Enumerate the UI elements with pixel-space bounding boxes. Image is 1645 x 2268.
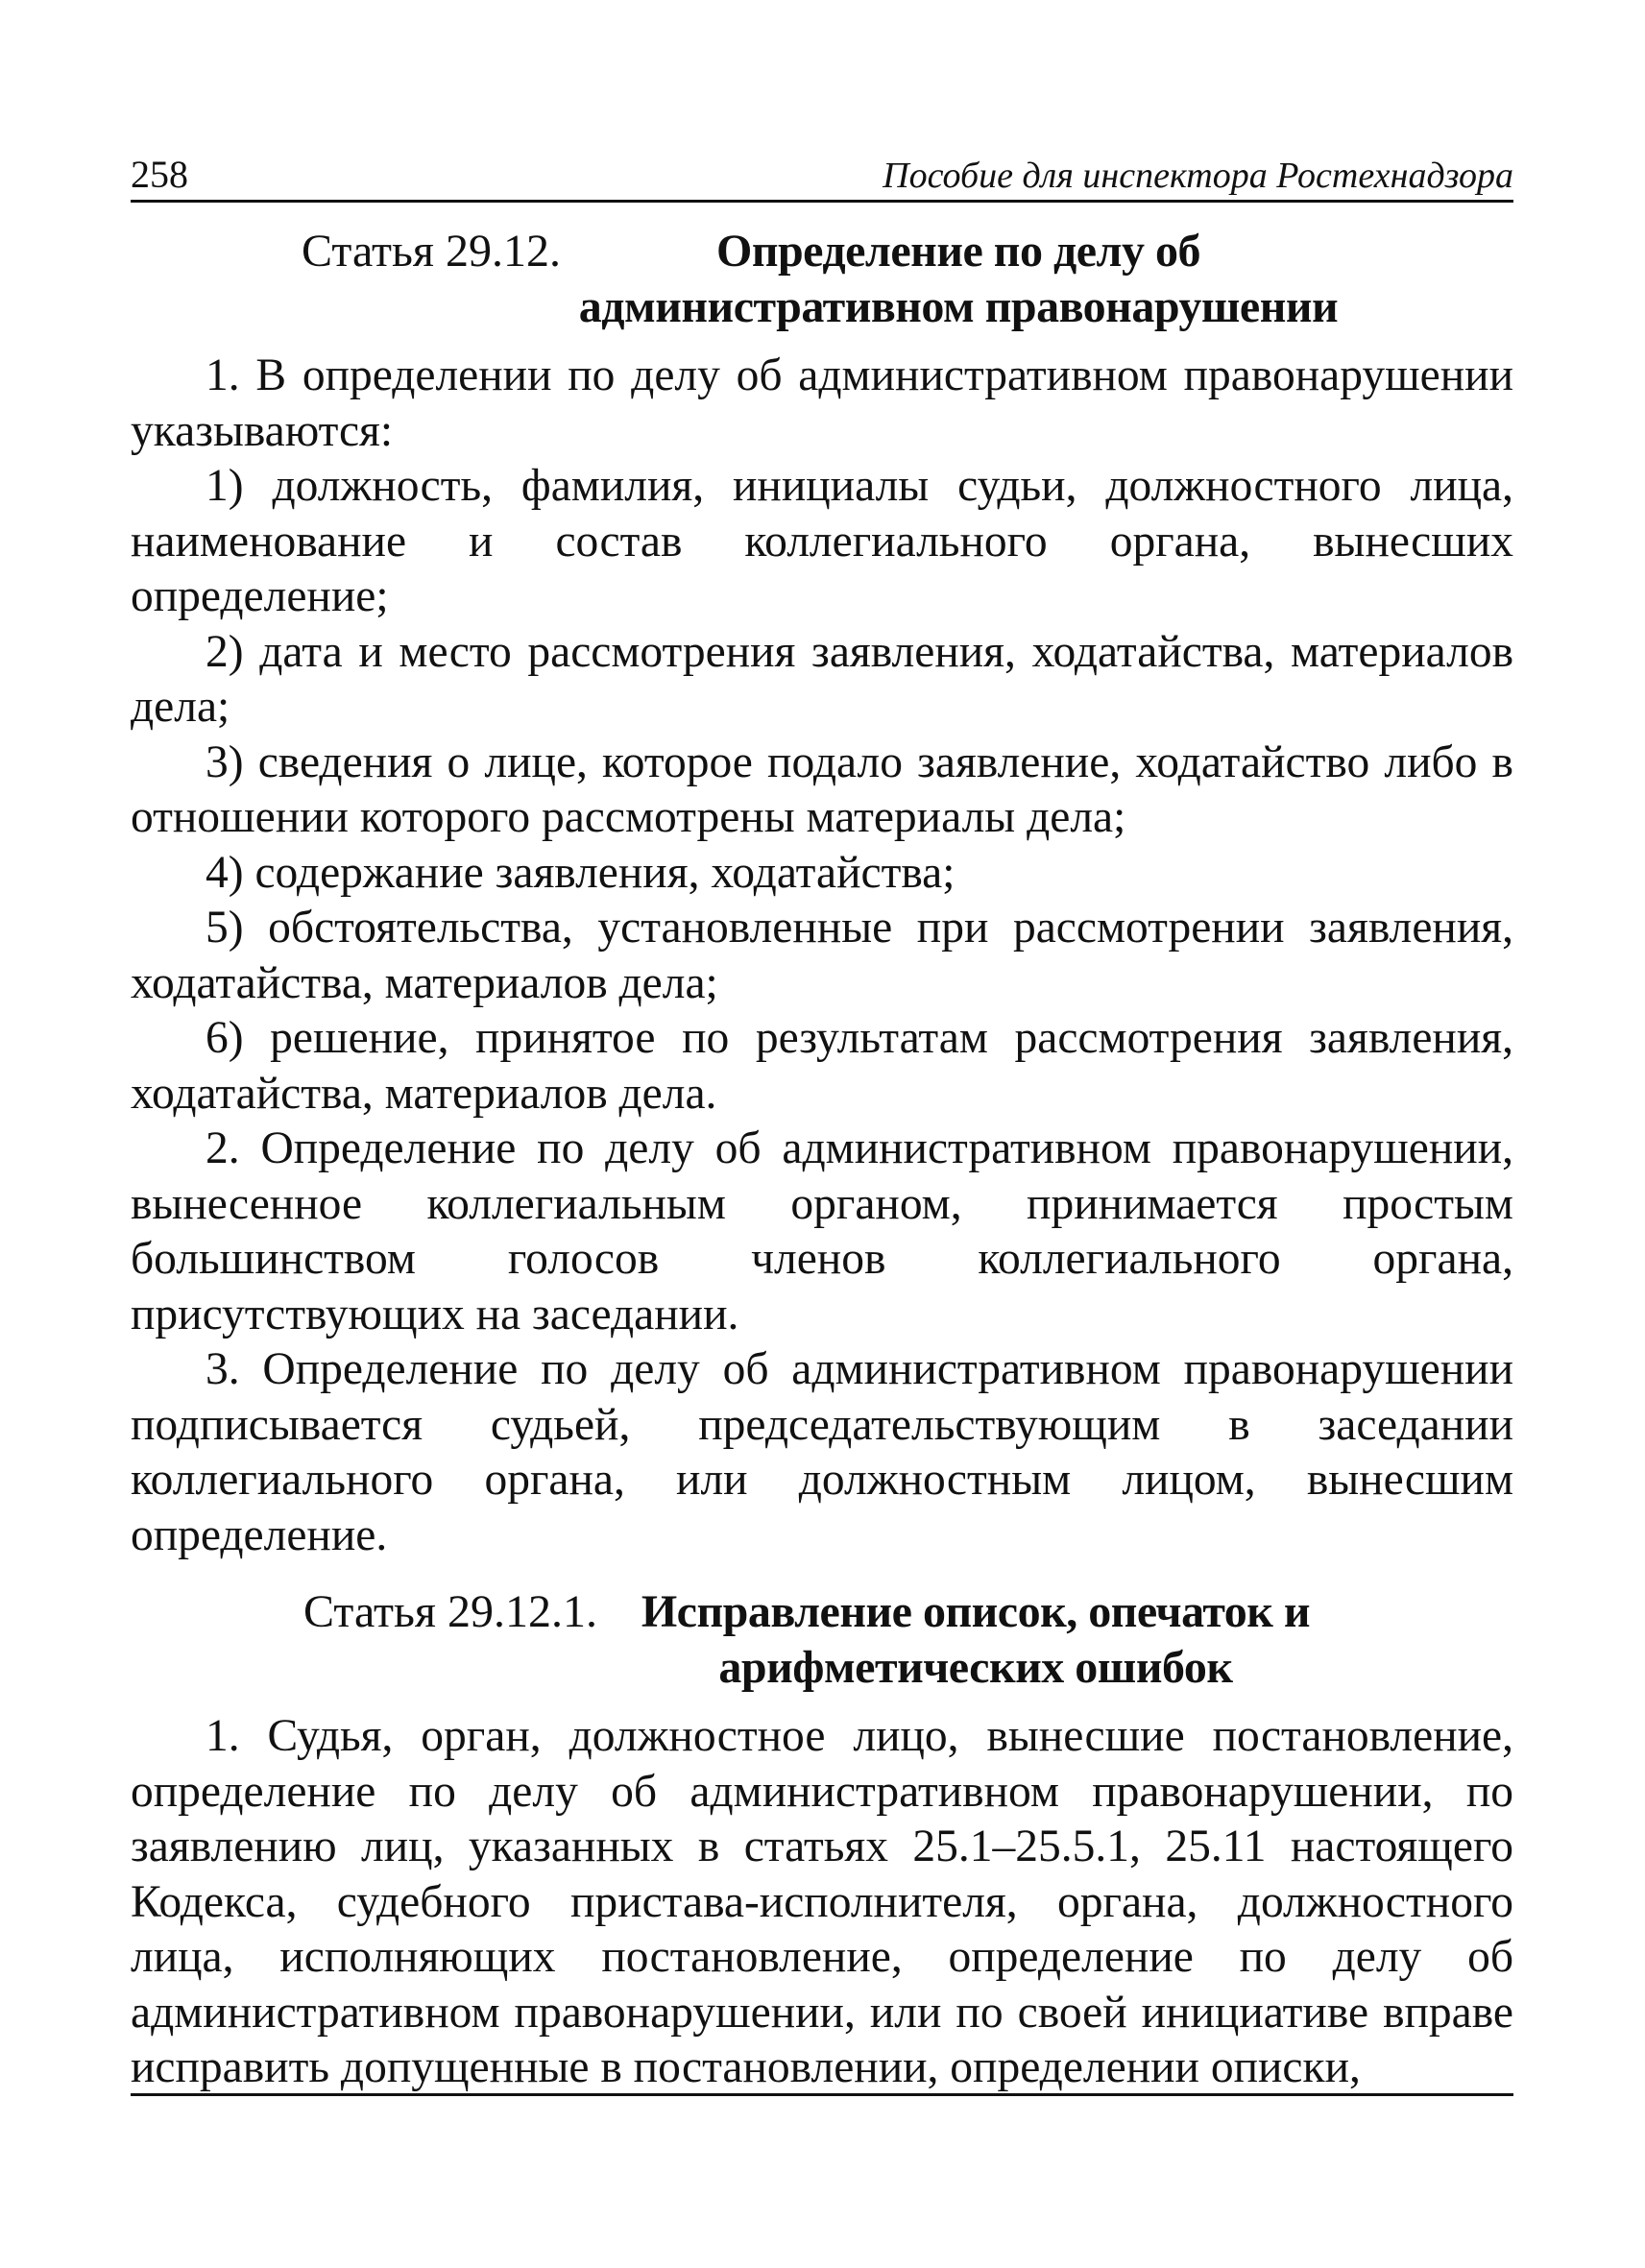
- list-item: 4) содержание заявления, ходатайства;: [206, 847, 956, 898]
- list-item: 2) дата и место рассмотрения заявления, ходатайства, материалов дела;: [131, 626, 1513, 732]
- paragraph: 3. Определение по делу об административном правонарушении подписывается судьей, председательствующим в заседании коллегиального органа, или должностным лицом, вынесшим определение.: [131, 1344, 1513, 1560]
- list-item: 5) обстоятельства, установленные при рассмотрении заявления, ходатайства, материалов дела;: [131, 903, 1513, 1008]
- page-number: 258: [131, 153, 188, 196]
- list-item: 1) должность, фамилия, инициалы судьи, должностного лица, наименование и состав коллегиального органа, вынесших определение;: [131, 461, 1513, 621]
- paragraph: 1. В определении по делу об административном правонарушении указываются:: [131, 350, 1513, 456]
- article-heading: [131, 224, 1513, 335]
- paragraph: 2. Определение по делу об административном правонарушении, вынесенное коллегиальным органом, принимается простым большинством голосов членов коллегиального органа, присутствующих на заседании.: [131, 1123, 1513, 1339]
- bottom-rule: [131, 2093, 1513, 2096]
- paragraph: 1. Судья, орган, должностное лицо, вынесшие постановление, определение по делу об административном правонарушении, по заявлению лиц, указанных в статьях 25.1–25.5.1, 25.11 настоящего Кодекса, судебного пристава-исполнителя, органа, должностного лица, исполняющих постановление, определение по делу об административном правонарушении, или по своей инициативе вправе исправить допущенные в постановлении, определении описки,: [131, 1711, 1513, 2092]
- article-title: Определение по делу об административном правонарушении: [578, 226, 1339, 332]
- list-item: 3) сведения о лице, которое подало заявление, ходатайство либо в отношении которого рассмотрены материалы дела;: [131, 736, 1513, 842]
- running-title: Пособие для инспектора Ростехнадзора: [883, 156, 1513, 196]
- list-item: 6) решение, принятое по результатам рассмотрения заявления, ходатайства, материалов дела.: [131, 1013, 1513, 1119]
- book-page: [131, 134, 1513, 2096]
- running-head: [131, 134, 1513, 203]
- article-number: Статья 29.12.: [302, 226, 561, 277]
- article-heading: [131, 1584, 1513, 1696]
- article-number: Статья 29.12.1.: [303, 1586, 597, 1637]
- article-title: Исправление описок, опечаток и арифметических ошибок: [641, 1586, 1311, 1693]
